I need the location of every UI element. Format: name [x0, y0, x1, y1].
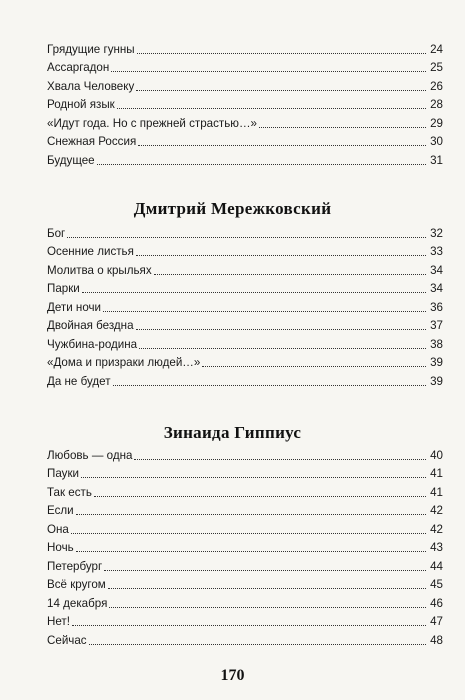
toc-entry-title: Да не будет	[47, 374, 111, 388]
toc-entry-title: Родной язык	[47, 98, 115, 111]
leader-dots	[108, 587, 426, 589]
leader-dots	[113, 384, 426, 386]
section-heading-gippius: Зинаида Гиппиус	[163, 423, 302, 442]
toc-entry-page: 30	[430, 135, 443, 148]
toc-entry	[47, 149, 443, 168]
toc-entry-title: Чужбина-родина	[47, 337, 138, 351]
toc-entry	[47, 352, 443, 371]
leader-dots	[72, 624, 426, 626]
toc-entry	[47, 259, 443, 278]
toc-entry	[47, 241, 443, 260]
toc-entry-title: Дети ночи	[47, 300, 102, 314]
toc-entry-page: 45	[430, 578, 443, 591]
leader-dots	[117, 107, 426, 109]
leader-dots	[97, 163, 426, 165]
toc-entry	[47, 629, 443, 648]
leader-dots	[138, 144, 426, 146]
toc-entry	[47, 444, 443, 463]
toc-entry	[47, 611, 443, 630]
toc-entry-page: 38	[430, 337, 443, 351]
toc-entry-title: Петербург	[47, 559, 103, 573]
toc-entry-page: 41	[430, 467, 443, 480]
toc-entry	[47, 500, 443, 519]
toc-entry-title: Двойная бездна	[47, 319, 134, 332]
toc-entry	[47, 481, 443, 500]
leader-dots	[103, 310, 426, 312]
toc-entry	[47, 537, 443, 556]
toc-entry-title: Будущее	[47, 153, 95, 167]
toc-entry	[47, 574, 443, 593]
leader-dots	[76, 513, 426, 515]
toc-entry	[47, 94, 443, 113]
toc-entry-page: 39	[430, 374, 443, 388]
toc-entry-title: Любовь — одна	[47, 448, 133, 462]
toc-entry-page: 47	[430, 615, 443, 628]
toc-entry-page: 36	[430, 300, 443, 314]
toc-entry-page: 41	[430, 485, 443, 499]
toc-entry-page: 34	[430, 263, 443, 277]
toc-entry-page: 33	[430, 245, 443, 258]
toc-entry	[47, 38, 443, 57]
toc-entry-page: 48	[430, 633, 443, 647]
toc-entry-page: 43	[430, 541, 443, 554]
toc-entry-page: 46	[430, 596, 443, 610]
toc-entry-page: 44	[430, 559, 443, 573]
toc-entry	[47, 555, 443, 574]
toc-entry-page: 39	[430, 356, 443, 369]
toc-entry	[47, 296, 443, 315]
toc-entry-page: 42	[430, 522, 443, 536]
toc-entry-page: 34	[430, 282, 443, 295]
toc-entry	[47, 518, 443, 537]
leader-dots	[67, 236, 426, 238]
toc-entry	[47, 463, 443, 482]
toc-entry-page: 37	[430, 319, 443, 332]
toc-entry-title: Осенние листья	[47, 245, 134, 258]
toc-entry-title: «Идут года. Но с прежней страстью…»	[47, 116, 257, 130]
toc-entry-title: Она	[47, 522, 69, 536]
toc-list-1	[47, 38, 443, 168]
toc-entry-page: 31	[430, 153, 443, 167]
leader-dots	[76, 550, 426, 552]
toc-entry-title: Нет!	[47, 615, 70, 628]
toc-entry-title: Молитва о крыльях	[47, 263, 152, 277]
toc-entry-page: 32	[430, 226, 443, 240]
toc-entry-title: «Дома и призраки людей…»	[47, 356, 201, 369]
leader-dots	[136, 89, 426, 91]
toc-entry-title: Сейчас	[47, 633, 87, 647]
toc-entry-page: 40	[430, 448, 443, 462]
toc-entry-title: Грядущие гунны	[47, 42, 135, 56]
toc-entry-title: Всё кругом	[47, 578, 106, 591]
section-heading-merezhkovsky: Дмитрий Мережковский	[133, 199, 332, 218]
toc-entry	[47, 112, 443, 131]
toc-entry	[47, 222, 443, 241]
toc-entry-title: Снежная Россия	[47, 135, 137, 148]
toc-entry	[47, 315, 443, 334]
leader-dots	[202, 365, 426, 367]
leader-dots	[154, 273, 426, 275]
toc-entry	[47, 333, 443, 352]
leader-dots	[71, 532, 426, 534]
leader-dots	[82, 291, 426, 293]
leader-dots	[139, 347, 426, 349]
toc-entry-title: Пауки	[47, 467, 79, 480]
toc-entry-page: 26	[430, 79, 443, 93]
toc-entry-title: Парки	[47, 282, 80, 295]
toc-entry-title: Ночь	[47, 541, 74, 554]
toc-entry-title: Ассаргадон	[47, 61, 110, 74]
toc-entry	[47, 370, 443, 389]
toc-entry-title: Бог	[47, 226, 66, 240]
toc-entry	[47, 75, 443, 94]
leader-dots	[134, 458, 426, 460]
leader-dots	[111, 70, 426, 72]
leader-dots	[94, 495, 426, 497]
toc-entry-page: 24	[430, 42, 443, 56]
toc-entry-page: 28	[430, 98, 443, 111]
page-number: 170	[220, 667, 245, 684]
toc-entry-page: 25	[430, 61, 443, 74]
leader-dots	[104, 569, 426, 571]
toc-entry-title: Так есть	[47, 485, 92, 499]
toc-entry	[47, 278, 443, 297]
toc-entry	[47, 131, 443, 150]
toc-entry	[47, 592, 443, 611]
leader-dots	[137, 52, 426, 54]
toc-entry-title: Хвала Человеку	[47, 79, 135, 93]
toc-entry-page: 29	[430, 116, 443, 130]
toc-entry-title: 14 декабря	[47, 596, 108, 610]
leader-dots	[259, 126, 426, 128]
toc-entry-page: 42	[430, 504, 443, 517]
leader-dots	[89, 643, 426, 645]
leader-dots	[81, 476, 426, 478]
toc-entry	[47, 57, 443, 76]
toc-list-2	[47, 222, 443, 389]
toc-list-3	[47, 444, 443, 648]
toc-entry-title: Если	[47, 504, 74, 517]
leader-dots	[136, 328, 426, 330]
leader-dots	[136, 254, 426, 256]
leader-dots	[109, 606, 426, 608]
